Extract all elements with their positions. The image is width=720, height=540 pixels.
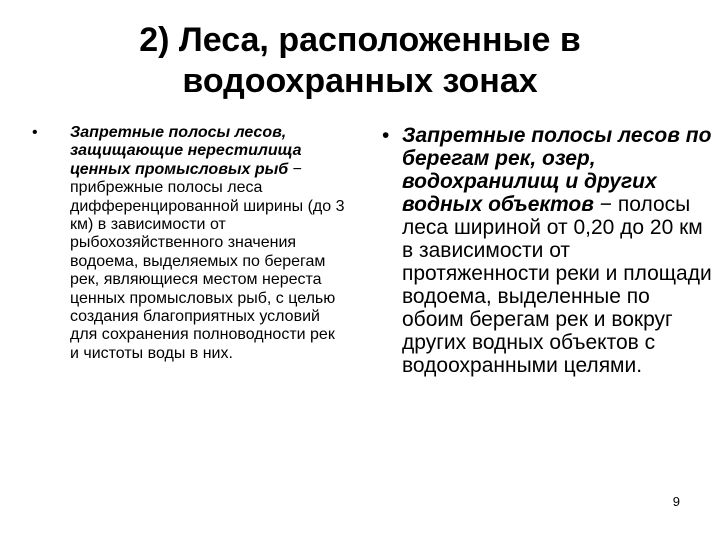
page-number: 9 xyxy=(672,494,680,509)
left-column xyxy=(28,124,348,363)
left-definition: − прибрежные полосы леса дифференцированной ширины (до 3 км) в зависимости от рыбохозяйственного значения водоема, выделяемых по берегам рек, являющиеся местом нереста ценных промысловых рыб, с целью создания благоприятных условий для сохранения полноводности рек и чистоты воды в них. xyxy=(70,160,345,362)
right-bullet-marker: • xyxy=(382,124,390,147)
right-term: Запретные полосы лесов по берегам рек, озер, водохранилищ и других водных объектов xyxy=(402,124,712,216)
left-bullet-marker: • xyxy=(32,124,38,141)
left-term: Запретные полосы лесов, защищающие нерестилища ценных промысловых рыб xyxy=(70,124,302,178)
right-definition: − полосы леса шириной от 0,20 до 20 км в зависимости от протяженности реки и площади водоема, выделенные по обоим берегам рек и вокруг других водных объектов с водоохранными целями. xyxy=(402,193,712,377)
right-column xyxy=(382,124,712,377)
left-bullet-item xyxy=(28,124,348,363)
right-bullet-item xyxy=(382,124,712,377)
slide-title: 2) Леса, расположенные в водоохранных зонах xyxy=(139,21,581,100)
